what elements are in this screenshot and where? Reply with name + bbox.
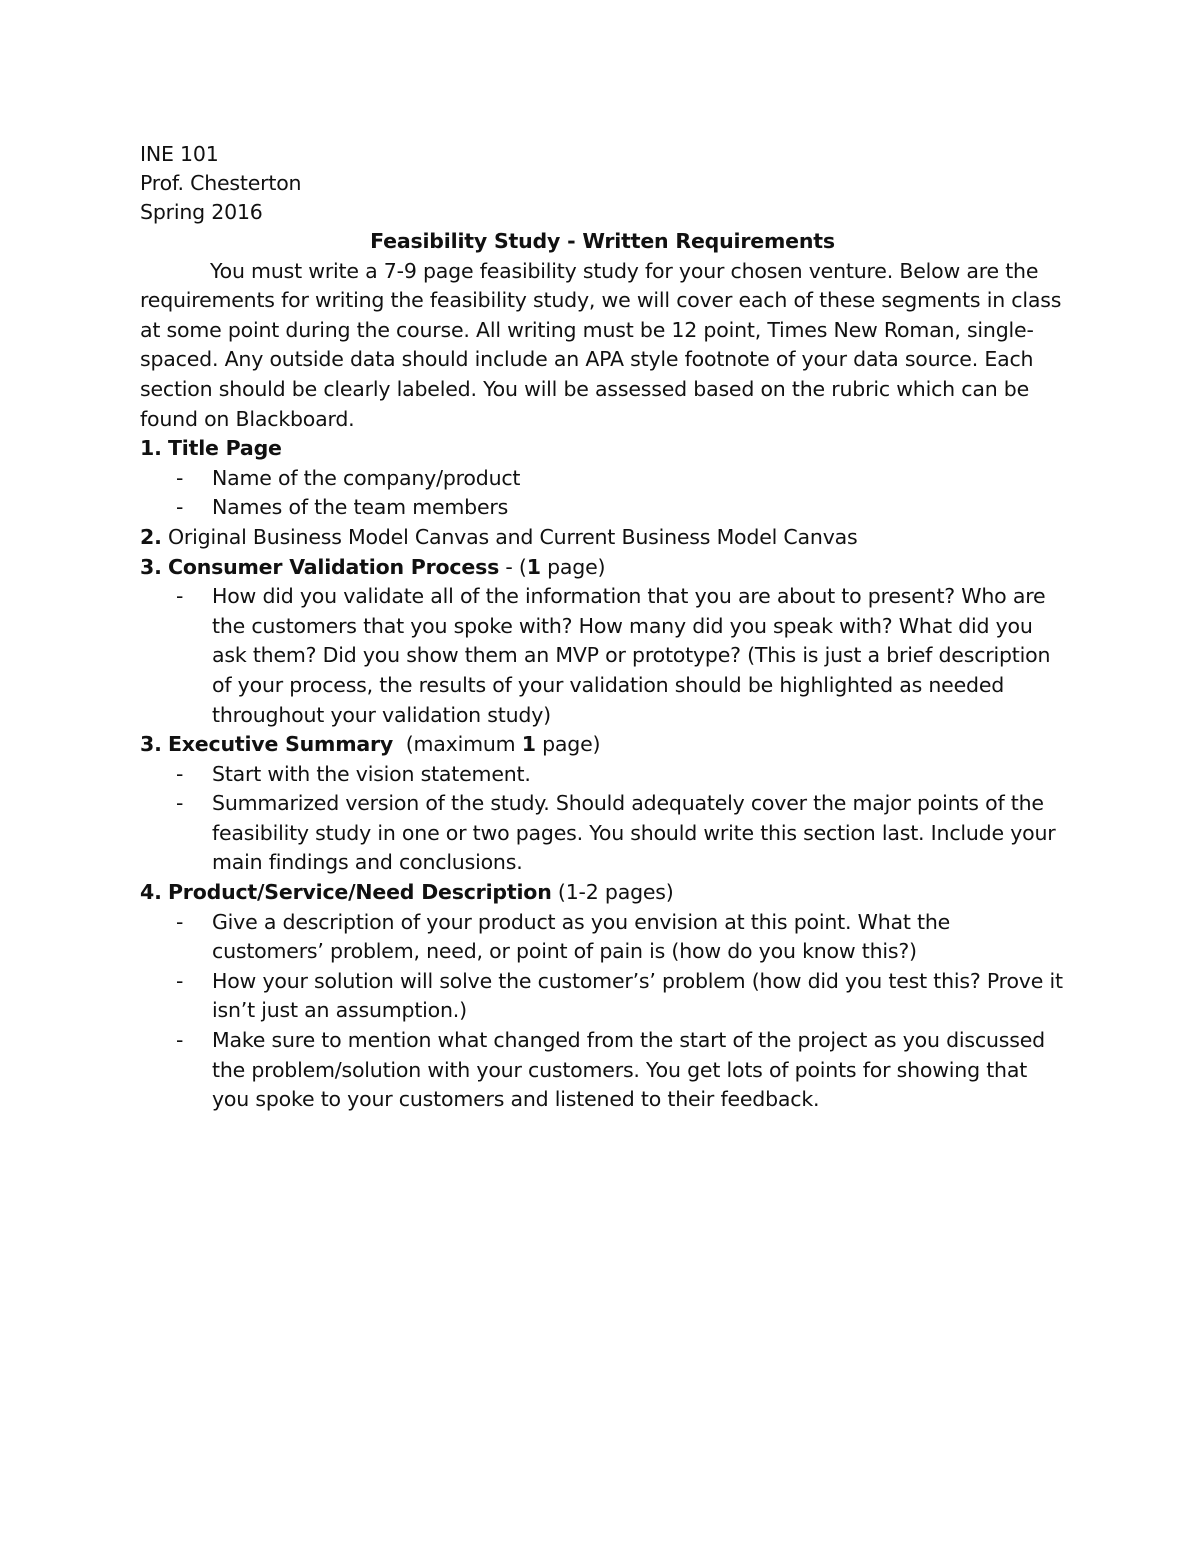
course-code: INE 101 xyxy=(140,142,219,166)
section-canvas xyxy=(140,523,1065,553)
section-heading xyxy=(140,523,1065,553)
section-heading xyxy=(140,730,1065,760)
section-title: Product/Service/Need Description xyxy=(167,880,552,905)
section-note: (1-2 pages) xyxy=(551,880,674,905)
list-item xyxy=(140,1026,1065,1115)
list-item xyxy=(140,967,1065,1026)
section-executive-summary xyxy=(140,730,1065,878)
list-item-text: Start with the vision statement. xyxy=(212,761,531,786)
bullet-list xyxy=(140,464,1065,523)
document-page xyxy=(140,140,1065,1115)
dash-bullet: - xyxy=(176,1028,184,1053)
section-title: Title Page xyxy=(167,436,282,461)
document-title: Feasibility Study - Written Requirements xyxy=(370,229,835,253)
list-item xyxy=(140,760,1065,790)
list-item xyxy=(140,493,1065,523)
section-number: 3. xyxy=(140,554,162,579)
dash-bullet: - xyxy=(176,909,184,934)
list-item xyxy=(140,464,1065,494)
list-item xyxy=(140,582,1065,730)
bullet-list xyxy=(140,908,1065,1115)
section-title-page xyxy=(140,434,1065,523)
section-number: 3. xyxy=(140,732,162,757)
section-note-post: page) xyxy=(540,554,606,579)
section-text: Original Business Model Canvas and Current Business Model Canvas xyxy=(167,524,858,549)
list-item-text: Give a description of your product as you envision at this point. What the customers’ problem, need, or point of pain is (how do you know this?) xyxy=(212,909,951,964)
section-number: 4. xyxy=(140,880,162,905)
dash-bullet: - xyxy=(176,584,184,609)
section-heading xyxy=(140,878,1065,908)
dash-bullet: - xyxy=(176,495,184,520)
dash-bullet: - xyxy=(176,791,184,816)
section-title: Executive Summary xyxy=(167,732,394,757)
list-item-text: Name of the company/product xyxy=(212,465,521,490)
intro-paragraph: You must write a 7-9 page feasibility study for your chosen venture. Below are the requirements for writing the feasibility study, we will cover each of these segments in class at some point during the course. All writing must be 12 point, Times New Roman, single-spaced. Any outside data should include an APA style footnote of your data source. Each section should be clearly labeled. You will be assessed based on the rubric which can be found on Blackboard. xyxy=(140,258,1062,431)
term: Spring 2016 xyxy=(140,200,263,224)
list-item xyxy=(140,908,1065,967)
section-note-pre: - ( xyxy=(499,554,527,579)
section-consumer-validation xyxy=(140,553,1065,731)
professor-name: Prof. Chesterton xyxy=(140,171,302,195)
section-note-bold: 1 xyxy=(526,554,541,579)
section-note-post: page) xyxy=(535,732,601,757)
list-item xyxy=(140,789,1065,878)
dash-bullet: - xyxy=(176,465,184,490)
dash-bullet: - xyxy=(176,761,184,786)
list-item-text: Summarized version of the study. Should adequately cover the major points of the feasibility study in one or two pages. You should write this section last. Include your main findings and conclusions. xyxy=(212,791,1056,875)
list-item-text: Names of the team members xyxy=(212,495,509,520)
section-product-description xyxy=(140,878,1065,1115)
section-title: Consumer Validation Process xyxy=(167,554,500,579)
section-note-bold: 1 xyxy=(521,732,536,757)
bullet-list xyxy=(140,582,1065,730)
list-item-text: Make sure to mention what changed from the start of the project as you discussed the problem/solution with your customers. You get lots of points for showing that you spoke to your customers and listened to their feedback. xyxy=(212,1028,1045,1112)
section-number: 1. xyxy=(140,436,162,461)
section-heading xyxy=(140,434,1065,464)
section-heading xyxy=(140,553,1065,583)
bullet-list xyxy=(140,760,1065,878)
list-item-text: How did you validate all of the information that you are about to present? Who are the customers that you spoke with? How many did you speak with? What did you ask them? Did you show them an MVP or prototype? (This is just a brief description of your process, the results of your validation should be highlighted as needed throughout your validation study) xyxy=(212,584,1051,727)
list-item-text: How your solution will solve the customer’s’ problem (how did you test this? Prove it isn’t just an assumption.) xyxy=(212,968,1063,1023)
section-note-pre: (maximum xyxy=(393,732,522,757)
section-number: 2. xyxy=(140,524,162,549)
dash-bullet: - xyxy=(176,968,184,993)
